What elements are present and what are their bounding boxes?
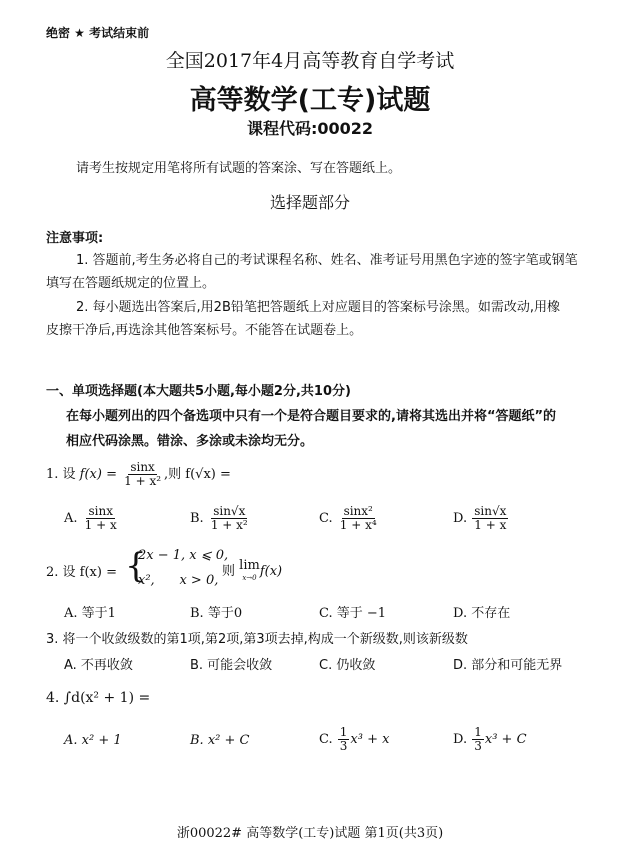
question-2-option-d: D. 不存在	[453, 606, 511, 621]
question-1-stem: 1. 设 f(x) = $\frac{\sin x}{\text{1 + x²}}$ ,则 f(√x) =	[46, 460, 231, 488]
question-3-option-b: B. 可能会收敛	[190, 658, 273, 673]
question-4-option-b: B. x² + C	[190, 733, 250, 748]
question-4-option-a: A. x² + 1	[64, 733, 122, 748]
section-title: 选择题部分	[269, 193, 350, 212]
note-2-line-1: 2. 每小题选出答案后,用2B铅笔把答题纸上对应题目的答案标号涂黑。如需改动,用橡	[76, 300, 560, 315]
question-2-case-1: 2x − 1, x ⩽ 0,	[138, 548, 229, 563]
question-3-stem: 3. 将一个收敛级数的第1项,第2项,第3项去掉,构成一个新级数,则该新级数	[46, 632, 468, 647]
exam-title: 全国2017年4月高等教育自学考试	[165, 50, 455, 72]
question-2-limit: 则 lim x→0 f(x)	[222, 558, 283, 582]
course-code: 课程代码:00022	[246, 119, 374, 138]
question-2-option-a: A. 等于1	[64, 606, 116, 621]
question-2-option-c: C. 等于 −1	[319, 606, 387, 621]
note-1-line-2: 填写在答题纸规定的位置上。	[46, 276, 216, 291]
question-4-option-c: C. $\frac{1}{3}$ x³ + x	[319, 725, 390, 753]
question-1-option-d: D. $\frac{\sin√x}{1 + x}$	[453, 504, 507, 532]
part1-desc-line-2: 相应代码涂黑。错涂、多涂或未涂均无分。	[66, 434, 314, 449]
question-3-option-c: C. 仍收敛	[319, 658, 376, 673]
question-2-option-b: B. 等于0	[190, 606, 243, 621]
question-1-option-c: C. $\frac{\text{sinx²}}{\text{1 + x⁴}}$	[319, 504, 377, 532]
subject-title: 高等数学(工专)试题	[189, 85, 431, 116]
question-3-option-d: D. 部分和可能无界	[453, 658, 563, 673]
question-1-option-b: B. $\frac{\sin√x}{\text{1 + x²}}$	[190, 504, 248, 532]
question-1-option-a: A. $\frac{\sin x}{1 + x}$	[64, 504, 117, 532]
question-4-option-d: D. $\frac{1}{3}$ x³ + C	[453, 725, 527, 753]
secret-label: 绝密 ★ 考试结束前	[46, 26, 150, 40]
notes-heading: 注意事项:	[46, 231, 104, 246]
part1-title: 一、单项选择题(本大题共5小题,每小题2分,共10分)	[46, 384, 351, 399]
question-4-stem: 4. ∫d(x² + 1) =	[46, 690, 151, 706]
part1-desc-line-1: 在每小题列出的四个备选项中只有一个是符合题目要求的,请将其选出并将“答题纸”的	[66, 409, 557, 424]
question-2-case-2: x², x > 0,	[138, 573, 219, 588]
question-2-prefix: 2. 设 f(x) =	[46, 565, 117, 580]
note-2-line-2: 皮擦干净后,再选涂其他答案标号。不能答在试题卷上。	[46, 323, 363, 338]
piecewise-brace: {	[125, 546, 147, 586]
note-1-line-1: 1. 答题前,考生务必将自己的考试课程名称、姓名、准考证号用黑色字迹的签字笔或钢笔	[76, 253, 578, 268]
instruction-text: 请考生按规定用笔将所有试题的答案涂、写在答题纸上。	[76, 161, 402, 176]
page-footer: 浙00022# 高等数学(工专)试题 第1页(共3页)	[176, 826, 444, 841]
question-3-option-a: A. 不再收敛	[64, 658, 133, 673]
